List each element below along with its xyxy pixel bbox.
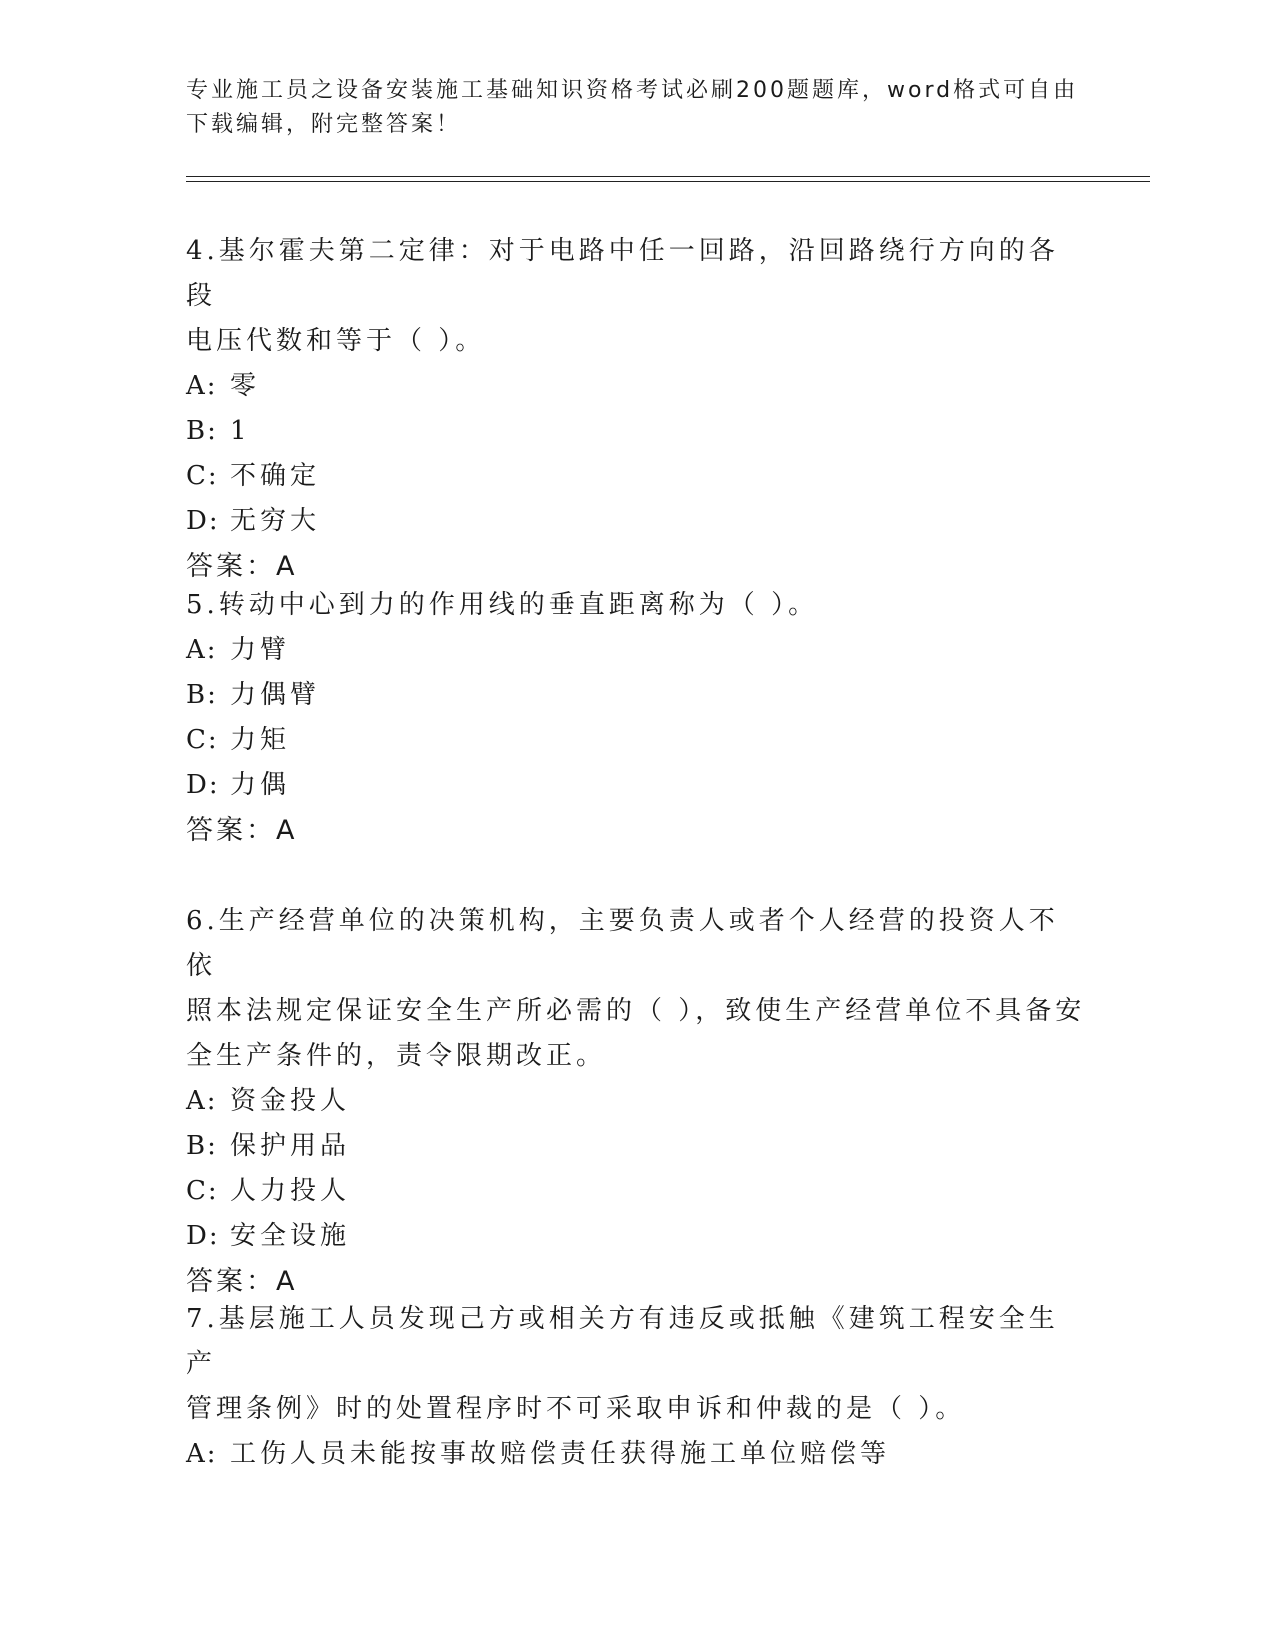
- answer-line: 答案：A: [186, 551, 298, 582]
- option-c: [186, 1169, 1086, 1214]
- option-key: A:: [186, 1086, 218, 1116]
- option-key: A:: [186, 1439, 218, 1469]
- option-text: 保护用品: [230, 1131, 351, 1161]
- option-key: C:: [186, 725, 219, 755]
- option-key: A:: [186, 371, 218, 401]
- question-stem-line: 6.生产经营单位的决策机构，主要负责人或者个人经营的投资人不依: [186, 906, 1059, 981]
- option-key: B:: [186, 416, 218, 446]
- option-a: [186, 628, 1086, 673]
- option-b: [186, 673, 1086, 718]
- header-line-1: 专业施工员之设备安装施工基础知识资格考试必刷200题题库，word格式可自由: [186, 78, 1079, 103]
- question-stem-line: 管理条例》时的处置程序时不可采取申诉和仲裁的是（ ）。: [186, 1394, 966, 1424]
- option-a: [186, 364, 1086, 409]
- option-d: [186, 763, 1086, 808]
- option-c: [186, 718, 1086, 763]
- option-key: C:: [186, 461, 219, 491]
- question-stem-line: 照本法规定保证安全生产所必需的（ ），致使生产经营单位不具备安: [186, 996, 1086, 1026]
- question-stem-line: 7.基层施工人员发现己方或相关方有违反或抵触《建筑工程安全生产: [186, 1304, 1059, 1379]
- option-text: 力偶臂: [230, 680, 321, 710]
- option-a: [186, 1432, 1086, 1477]
- option-key: B:: [186, 1131, 218, 1161]
- header-divider-top: [186, 176, 1150, 177]
- answer-line: 答案：A: [186, 1266, 298, 1297]
- option-text: 零: [230, 371, 261, 401]
- option-text: 无穷大: [230, 506, 321, 536]
- question-stem-line: 全生产条件的，责令限期改正。: [186, 1041, 607, 1071]
- option-key: D:: [186, 770, 220, 800]
- question-block: [186, 583, 1086, 853]
- option-a: [186, 1079, 1086, 1124]
- option-d: [186, 1214, 1086, 1259]
- option-key: C:: [186, 1176, 219, 1206]
- question-stem-line: 4.基尔霍夫第二定律：对于电路中任一回路，沿回路绕行方向的各段: [186, 236, 1059, 311]
- option-d: [186, 499, 1086, 544]
- option-key: D:: [186, 1221, 220, 1251]
- option-text: 力偶: [230, 770, 291, 800]
- option-b: [186, 1124, 1086, 1169]
- option-key: A:: [186, 635, 218, 665]
- question-stem-line: 电压代数和等于（ ）。: [186, 326, 486, 356]
- header-divider-bottom: [186, 181, 1150, 182]
- question-stem-line: 5.转动中心到力的作用线的垂直距离称为（ ）。: [186, 590, 819, 620]
- option-text: 工伤人员未能按事故赔偿责任获得施工单位赔偿等: [230, 1439, 891, 1469]
- answer-line: 答案：A: [186, 815, 298, 846]
- option-key: B:: [186, 680, 218, 710]
- option-text: 不确定: [230, 461, 321, 491]
- question-block: [186, 229, 1086, 589]
- option-b: [186, 409, 1086, 454]
- question-block: [186, 899, 1086, 1304]
- option-key: D:: [186, 506, 220, 536]
- option-text: 力矩: [230, 725, 291, 755]
- option-text: 1: [230, 416, 251, 446]
- header-line-2: 下载编辑，附完整答案！: [186, 112, 462, 137]
- option-c: [186, 454, 1086, 499]
- document-header: [186, 74, 1086, 142]
- question-block: [186, 1297, 1086, 1477]
- option-text: 人力投人: [230, 1176, 351, 1206]
- option-text: 资金投人: [230, 1086, 351, 1116]
- option-text: 安全设施: [230, 1221, 351, 1251]
- option-text: 力臂: [230, 635, 291, 665]
